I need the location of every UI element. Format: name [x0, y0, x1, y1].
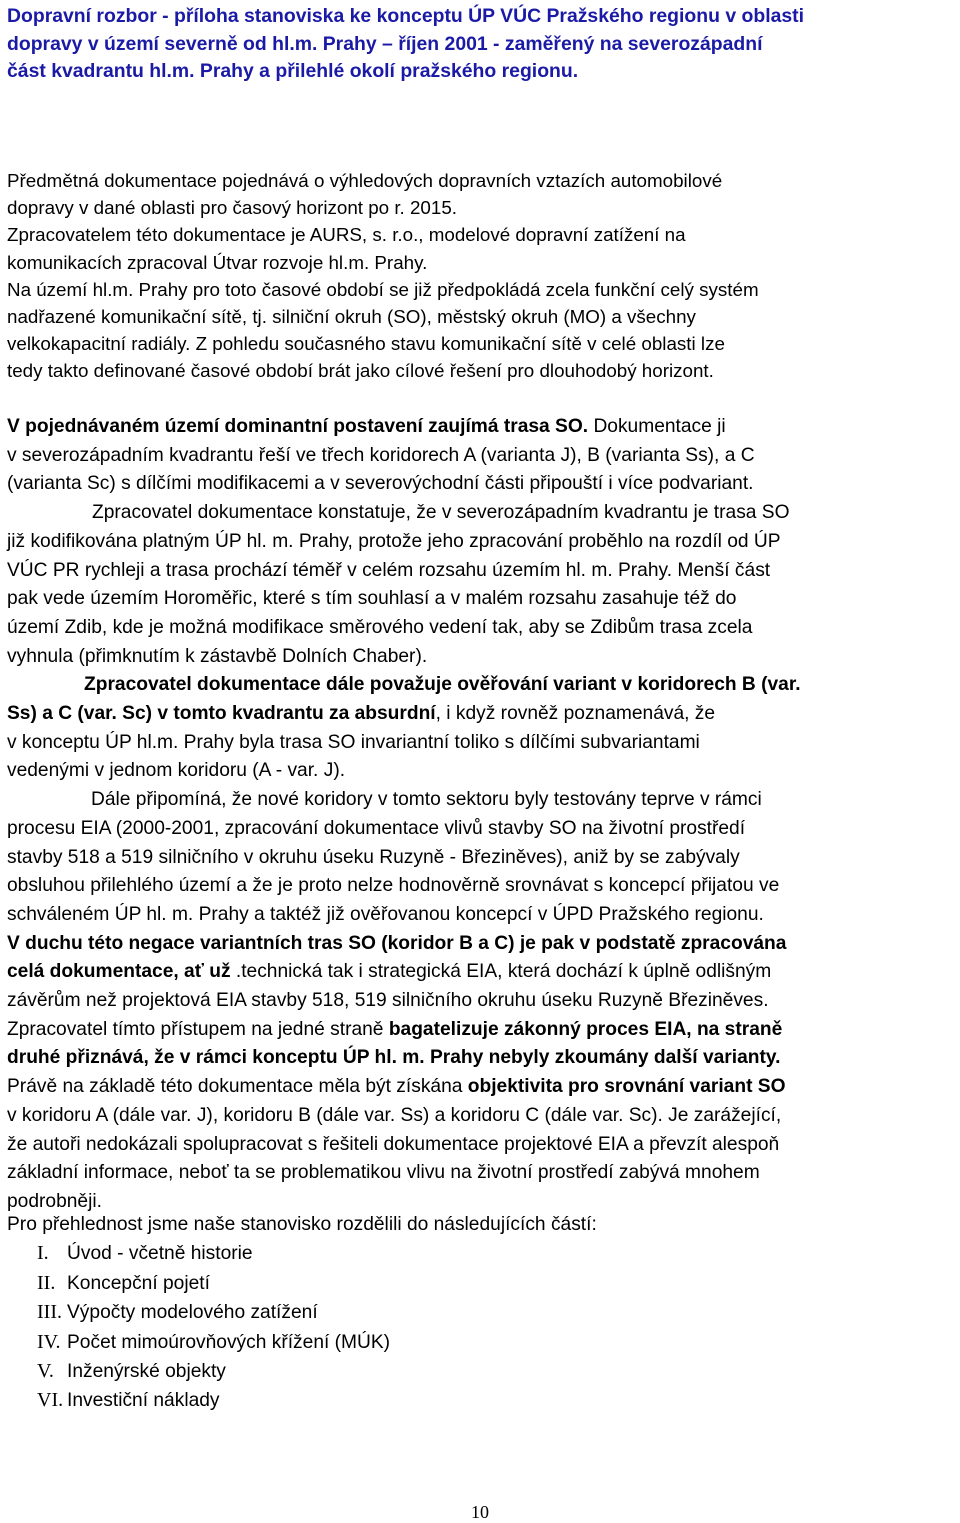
text-line: Zpracovatel dokumentace dále považuje ověřování variant v koridorech B (var.	[84, 674, 801, 696]
list-item	[7, 1328, 955, 1357]
text-line: že autoři nedokázali spolupracovat s řešiteli dokumentace projektové EIA a převzít alespoň	[7, 1133, 780, 1155]
text-line: Na území hl.m. Prahy pro toto časové období se již předpokládá zcela funkční celý systém	[7, 278, 759, 300]
text-line	[7, 413, 955, 442]
list-item	[7, 1239, 955, 1268]
text-line	[7, 958, 955, 987]
list-number: IV.	[37, 1330, 61, 1353]
list-label: Počet mimoúrovňových křížení (MÚK)	[67, 1331, 391, 1353]
list-item	[7, 1269, 955, 1298]
text-line: obsluhou přilehlého území a že je proto nelze hodnověrně srovnávat s koncepcí přijatou ve	[7, 875, 780, 897]
heading-line: Dopravní rozbor - příloha stanoviska ke konceptu ÚP VÚC Pražského regionu v oblasti	[7, 5, 804, 27]
list-item	[7, 1386, 955, 1415]
list-number: II.	[37, 1271, 56, 1294]
text-line: závěrům než projektová EIA stavby 518, 519 silničního okruhu úseku Ruzyně Březiněves.	[7, 990, 769, 1012]
list-number: V.	[37, 1360, 54, 1383]
text-line: vyhnula (přimknutím k zástavbě Dolních Chaber).	[7, 645, 428, 667]
text-run: .technická tak i strategická EIA, která dochází k úplně odlišným	[230, 961, 772, 983]
text-run: , i když rovněž poznamenává, že	[435, 703, 716, 725]
text-line: schváleném ÚP hl. m. Prahy a taktéž již ověřovanou koncepcí v ÚPD Pražského regionu.	[7, 903, 764, 925]
text-line: tedy takto definované časové období brát jako cílové řešení pro dlouhodobý horizont.	[7, 360, 714, 382]
bold-text: celá dokumentace, ať už	[7, 961, 231, 983]
text-line: území Zdib, kde je možná modifikace směrového vedení tak, aby se Zdibům trasa zcela	[7, 616, 753, 638]
text-line: procesu EIA (2000-2001, zpracování dokumentace vlivů stavby SO na životní prostředí	[7, 817, 746, 839]
text-line: vedenými v jednom koridoru (A - var. J).	[7, 760, 346, 782]
text-line: v konceptu ÚP hl.m. Prahy byla trasa SO invariantní toliko s dílčími subvariantami	[7, 731, 700, 753]
intro-paragraph	[7, 167, 955, 385]
text-line: V duchu této negace variantních tras SO (koridor B a C) je pak v podstatě zpracována	[7, 932, 787, 954]
text-line: Dále připomíná, že nové koridory v tomto sektoru byly testovány teprve v rámci	[91, 789, 762, 811]
text-line: pak vede územím Horoměřic, které s tím souhlasí a v malém rozsahu zasahuje též do	[7, 588, 737, 610]
list-number: III.	[37, 1301, 62, 1324]
text-line: VÚC PR rychleji a trasa prochází téměř v celém rozsahu územím hl. m. Prahy. Menší část	[7, 559, 771, 581]
list-number: I.	[37, 1242, 49, 1265]
text-run: Právě na základě této dokumentace měla být získána	[7, 1076, 468, 1098]
text-run: Dokumentace ji	[588, 416, 726, 437]
text-line: velkokapacitní radiály. Z pohledu současného stavu komunikační sítě v celé oblasti lze	[7, 333, 725, 355]
text-line: Zpracovatelem této dokumentace je AURS, s. r.o., modelové dopravní zatížení na	[7, 224, 686, 246]
bold-text: V pojednávaném území dominantní postavení zaujímá trasa SO.	[7, 416, 589, 437]
text-line: druhé přiznává, že v rámci konceptu ÚP hl. m. Prahy nebyly zkoumány další varianty.	[7, 1047, 781, 1069]
text-line: již kodifikována platným ÚP hl. m. Prahy, protože jeho zpracování proběhlo na rozdíl od ÚP	[7, 530, 781, 552]
bold-text: objektivita pro srovnání variant SO	[467, 1076, 786, 1098]
section-list	[7, 1211, 955, 1416]
text-line: v koridoru A (dále var. J), koridoru B (dále var. Ss) a koridoru C (dále var. Sc). Je zarážející,	[7, 1104, 782, 1126]
text-line	[7, 700, 955, 729]
text-line: nadřazené komunikační sítě, tj. silniční okruh (SO), městský okruh (MO) a všechny	[7, 306, 696, 328]
text-line: (varianta Sc) s dílčími modifikacemi a v severovýchodní části připouští i více podvariant.	[7, 473, 754, 495]
list-number: VI.	[37, 1389, 64, 1412]
document-heading	[7, 3, 957, 86]
text-line: Předmětná dokumentace pojednává o výhledových dopravních vztazích automobilové	[7, 170, 723, 191]
text-line: stavby 518 a 519 silničního v okruhu úseku Ruzyně - Březiněves), aniž by se zabývaly	[7, 846, 740, 868]
list-label: Výpočty modelového zatížení	[67, 1302, 318, 1324]
bold-text: bagatelizuje zákonný proces EIA, na straně	[388, 1018, 783, 1040]
page-number: 10	[471, 1502, 489, 1522]
list-label: Investiční náklady	[67, 1390, 220, 1412]
list-label: Koncepční pojetí	[67, 1272, 210, 1294]
list-intro: Pro přehlednost jsme naše stanovisko rozdělili do následujících částí:	[7, 1214, 597, 1235]
text-run: Zpracovatel tímto přístupem na jedné straně	[7, 1018, 389, 1040]
list-label: Inženýrské objekty	[67, 1361, 226, 1383]
text-line: základní informace, neboť ta se problematikou vlivu na životní prostředí zabývá mnohem	[7, 1162, 760, 1184]
text-line: v severozápadním kvadrantu řeší ve třech koridorech A (varianta J), B (varianta Ss), a C	[7, 444, 755, 466]
bold-text: Ss) a C (var. Sc) v tomto kvadrantu za absurdní	[7, 703, 436, 725]
list-item	[7, 1298, 955, 1327]
text-line	[7, 1073, 955, 1102]
text-line: dopravy v dané oblasti pro časový horizont po r. 2015.	[7, 197, 457, 219]
main-text	[7, 413, 955, 1217]
text-line: Zpracovatel dokumentace konstatuje, že v severozápadním kvadrantu je trasa SO	[92, 502, 790, 524]
list-item	[7, 1357, 955, 1386]
text-line	[7, 1016, 955, 1045]
heading-line: dopravy v území severně od hl.m. Prahy – říjen 2001 - zaměřený na severozápadní	[7, 32, 763, 55]
text-line: komunikacích zpracoval Útvar rozvoje hl.m. Prahy.	[7, 251, 428, 273]
text-line: podrobněji.	[7, 1190, 102, 1212]
heading-line: část kvadrantu hl.m. Prahy a přilehlé okolí pražského regionu.	[7, 60, 579, 83]
list-label: Úvod - včetně historie	[67, 1243, 253, 1265]
